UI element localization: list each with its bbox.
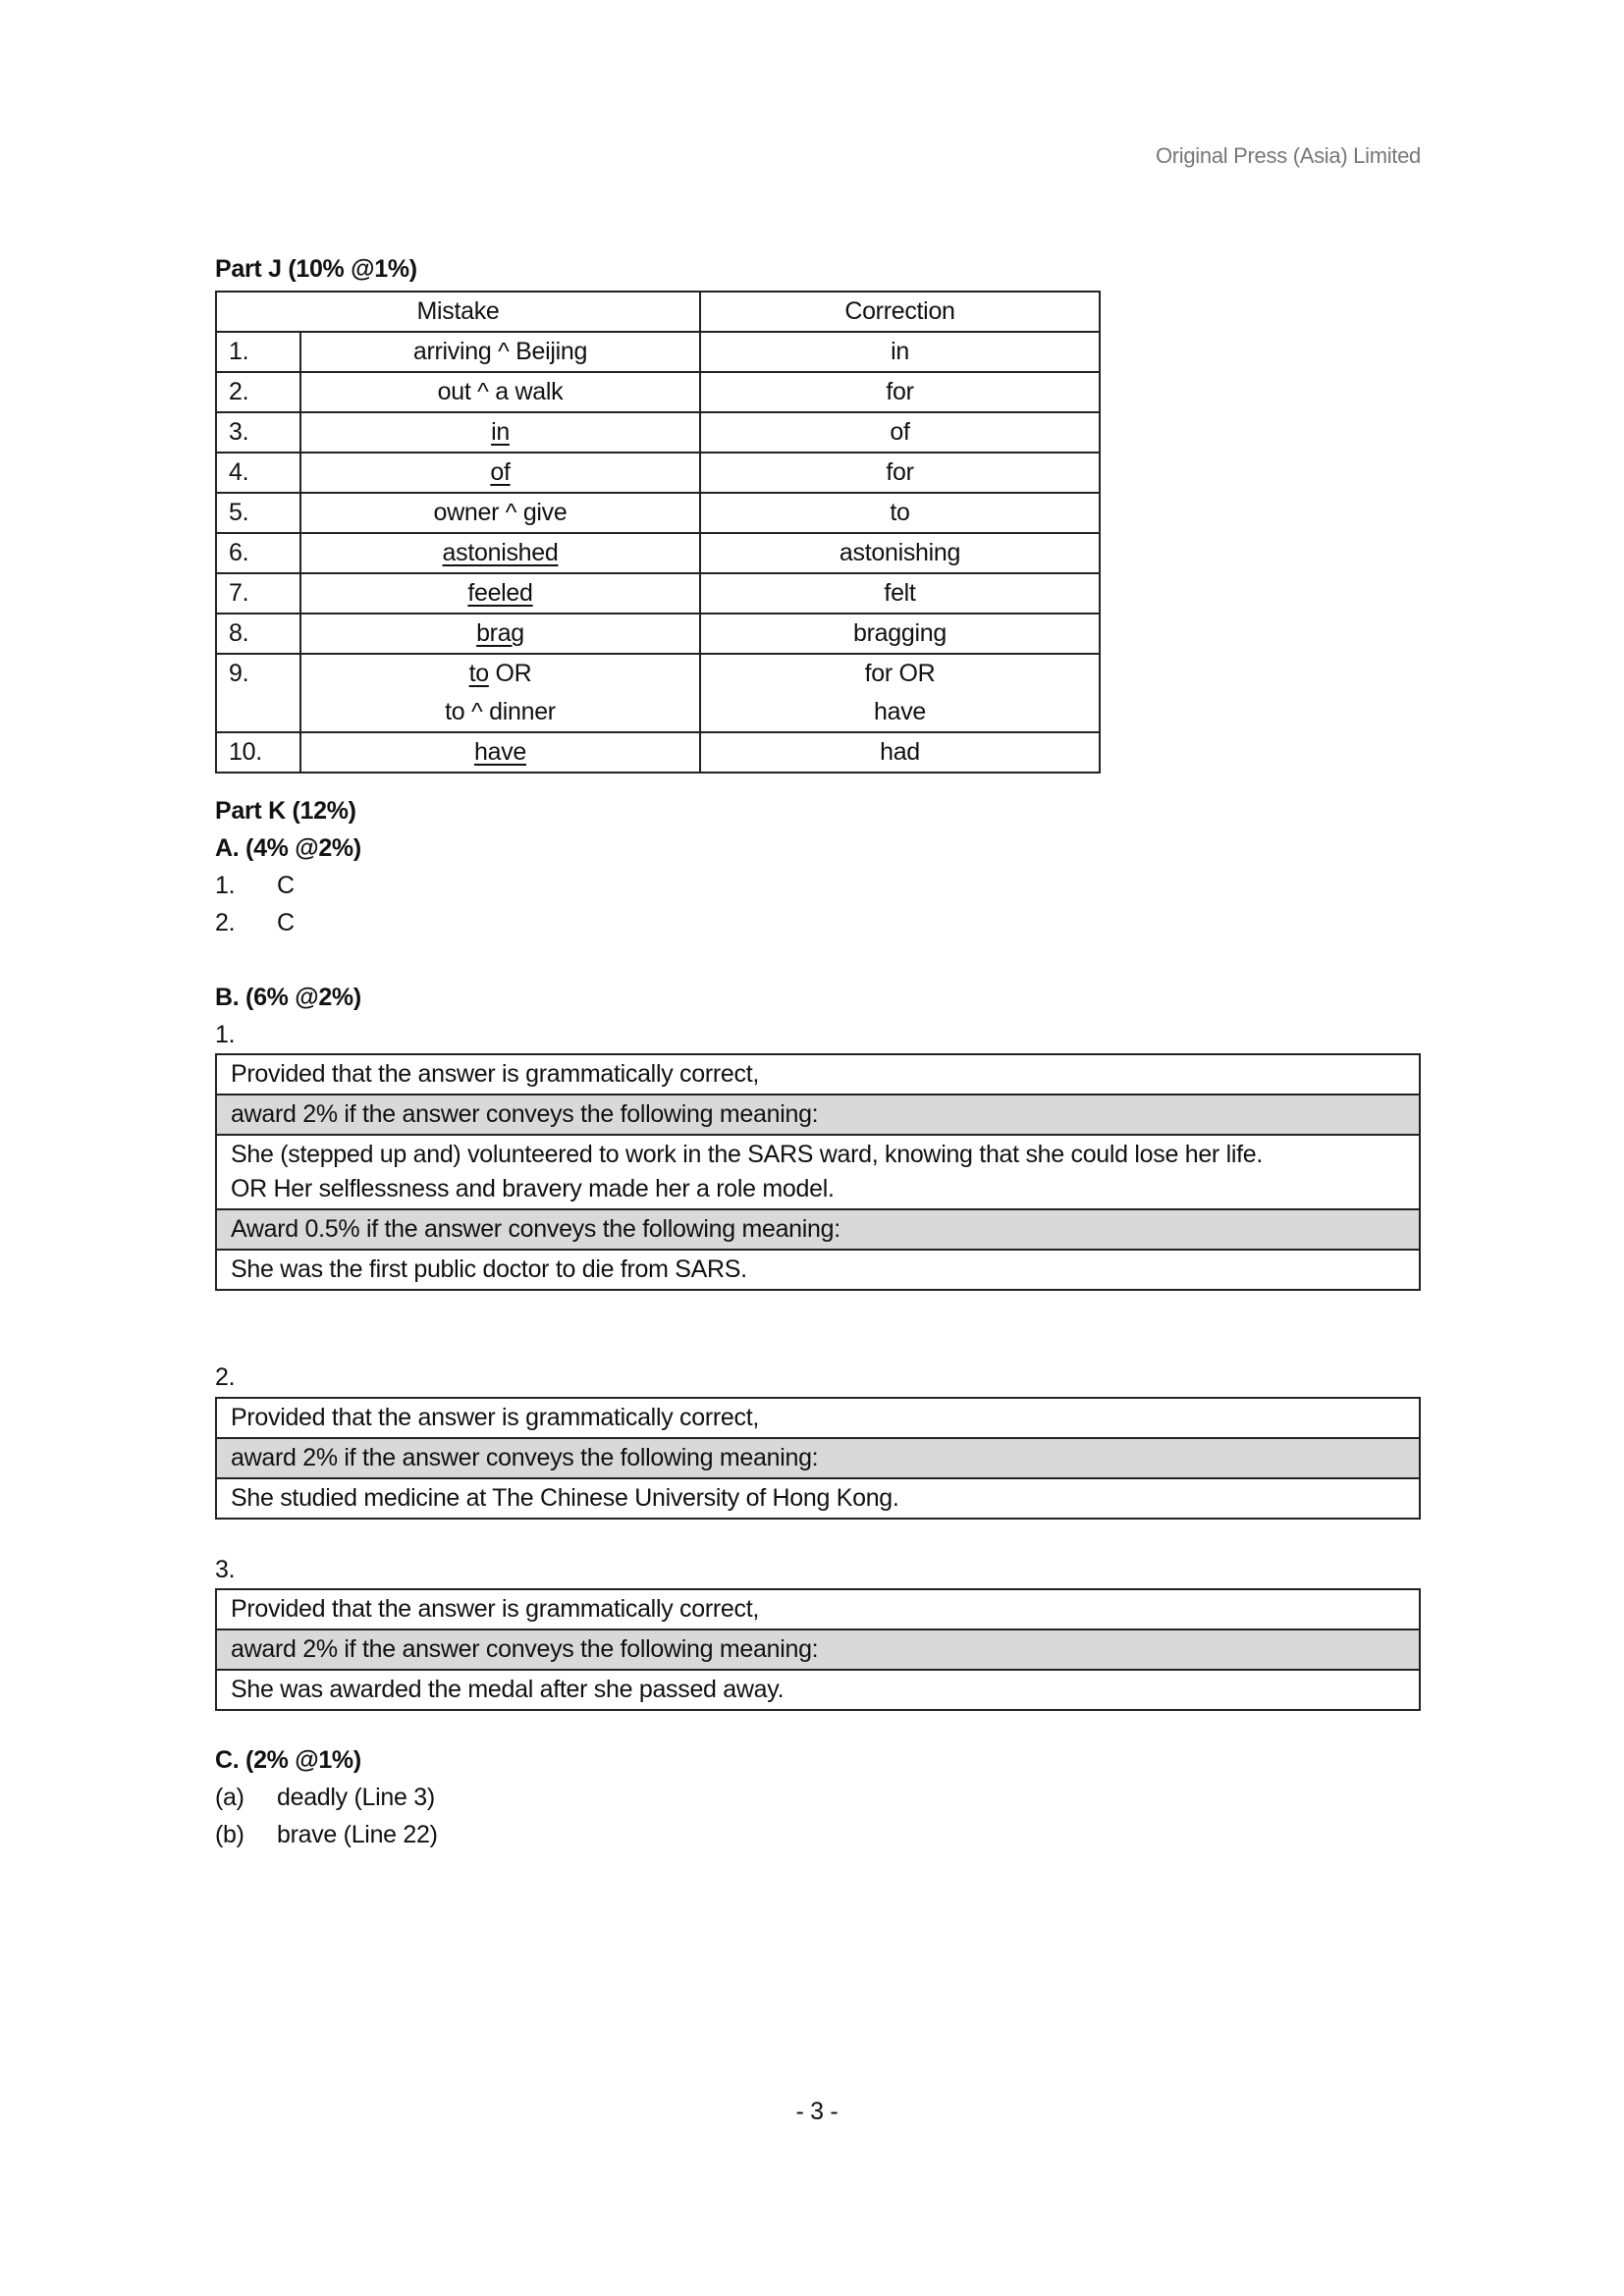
part-k-c-title: C. (2% @1%) (215, 1746, 361, 1774)
part-k-title: Part K (12%) (215, 797, 356, 825)
row-number: 1. (216, 332, 300, 372)
mistake: owner ^ give (300, 493, 700, 533)
mistake: astonished (442, 539, 559, 566)
question-number: 3. (215, 1556, 236, 1583)
correction: for OR (864, 660, 936, 687)
mistake: arriving ^ Beijing (300, 332, 700, 372)
header-correction: Correction (700, 292, 1100, 332)
table-row (216, 332, 1100, 372)
item-answer: C (277, 872, 295, 899)
mistake: in (491, 418, 510, 446)
list-item (215, 1821, 438, 1849)
marking-answer: She (stepped up and) volunteered to work in the SARS ward, knowing that she could lose her life. (231, 1141, 1263, 1168)
part-j-table (215, 291, 1101, 774)
table-row (216, 412, 1100, 453)
correction: had (700, 732, 1100, 773)
marking-row: She studied medicine at The Chinese University of Hong Kong. (216, 1478, 1420, 1519)
table-row (216, 573, 1100, 614)
table-row (216, 614, 1100, 654)
list-item (215, 909, 295, 937)
mistake: to (468, 660, 489, 687)
correction: felt (700, 573, 1100, 614)
marking-row: Award 0.5% if the answer conveys the following meaning: (216, 1209, 1420, 1250)
table-row (216, 533, 1100, 573)
marking-row: She was the first public doctor to die from SARS. (216, 1250, 1420, 1290)
table-header-row (216, 292, 1100, 332)
item-answer: C (277, 909, 295, 936)
correction: for (700, 453, 1100, 493)
row-number: 8. (216, 614, 300, 654)
part-k-a-title: A. (4% @2%) (215, 834, 361, 862)
item-number: 1. (215, 872, 236, 899)
marking-row: She was awarded the medal after she passed away. (216, 1670, 1420, 1710)
item-answer: brave (Line 22) (277, 1821, 438, 1848)
table-row (216, 453, 1100, 493)
row-number: 6. (216, 533, 300, 573)
mistake: brag (476, 619, 524, 647)
correction: of (700, 412, 1100, 453)
question-number: 1. (215, 1021, 236, 1048)
row-number: 5. (216, 493, 300, 533)
correction: to (700, 493, 1100, 533)
marking-row: Provided that the answer is grammatically correct, (216, 1589, 1420, 1629)
item-number: 2. (215, 909, 236, 936)
row-number: 2. (216, 372, 300, 412)
table-row (216, 732, 1100, 773)
correction: bragging (700, 614, 1100, 654)
marking-box-3 (215, 1588, 1421, 1711)
page-number: - 3 - (795, 2098, 839, 2125)
row-number: 7. (216, 573, 300, 614)
item-answer: deadly (Line 3) (277, 1784, 435, 1811)
part-k-b-title: B. (6% @2%) (215, 984, 361, 1011)
mistake: feeled (467, 579, 533, 607)
part-j-title: Part J (10% @1%) (215, 255, 417, 283)
mistake: of (490, 458, 511, 486)
item-label: (a) (215, 1784, 244, 1811)
marking-answer-alt: OR Her selflessness and bravery made her a role model. (231, 1175, 835, 1202)
marking-row: Provided that the answer is grammatically correct, (216, 1398, 1420, 1438)
marking-row: award 2% if the answer conveys the following meaning: (216, 1095, 1420, 1135)
mistake: out ^ a walk (300, 372, 700, 412)
marking-box-2 (215, 1397, 1421, 1520)
publisher-header: Original Press (Asia) Limited (1155, 143, 1421, 168)
header-mistake: Mistake (216, 292, 700, 332)
list-item (215, 872, 295, 900)
mistake: have (473, 738, 526, 766)
table-row (216, 372, 1100, 412)
row-number: 4. (216, 453, 300, 493)
marking-row: award 2% if the answer conveys the following meaning: (216, 1629, 1420, 1670)
table-row (216, 654, 1100, 732)
row-number: 10. (216, 732, 300, 773)
question-number: 2. (215, 1363, 236, 1391)
correction: for (700, 372, 1100, 412)
mistake-or: OR (488, 660, 532, 687)
marking-row: award 2% if the answer conveys the following meaning: (216, 1438, 1420, 1478)
mistake-alt: to ^ dinner (445, 698, 556, 725)
marking-row: Provided that the answer is grammatically correct, (216, 1054, 1420, 1095)
correction: astonishing (700, 533, 1100, 573)
correction-alt: have (873, 698, 926, 725)
row-number: 9. (216, 654, 300, 732)
correction: in (700, 332, 1100, 372)
marking-box-1 (215, 1053, 1421, 1291)
list-item (215, 1784, 435, 1812)
table-row (216, 493, 1100, 533)
row-number: 3. (216, 412, 300, 453)
item-label: (b) (215, 1821, 244, 1848)
